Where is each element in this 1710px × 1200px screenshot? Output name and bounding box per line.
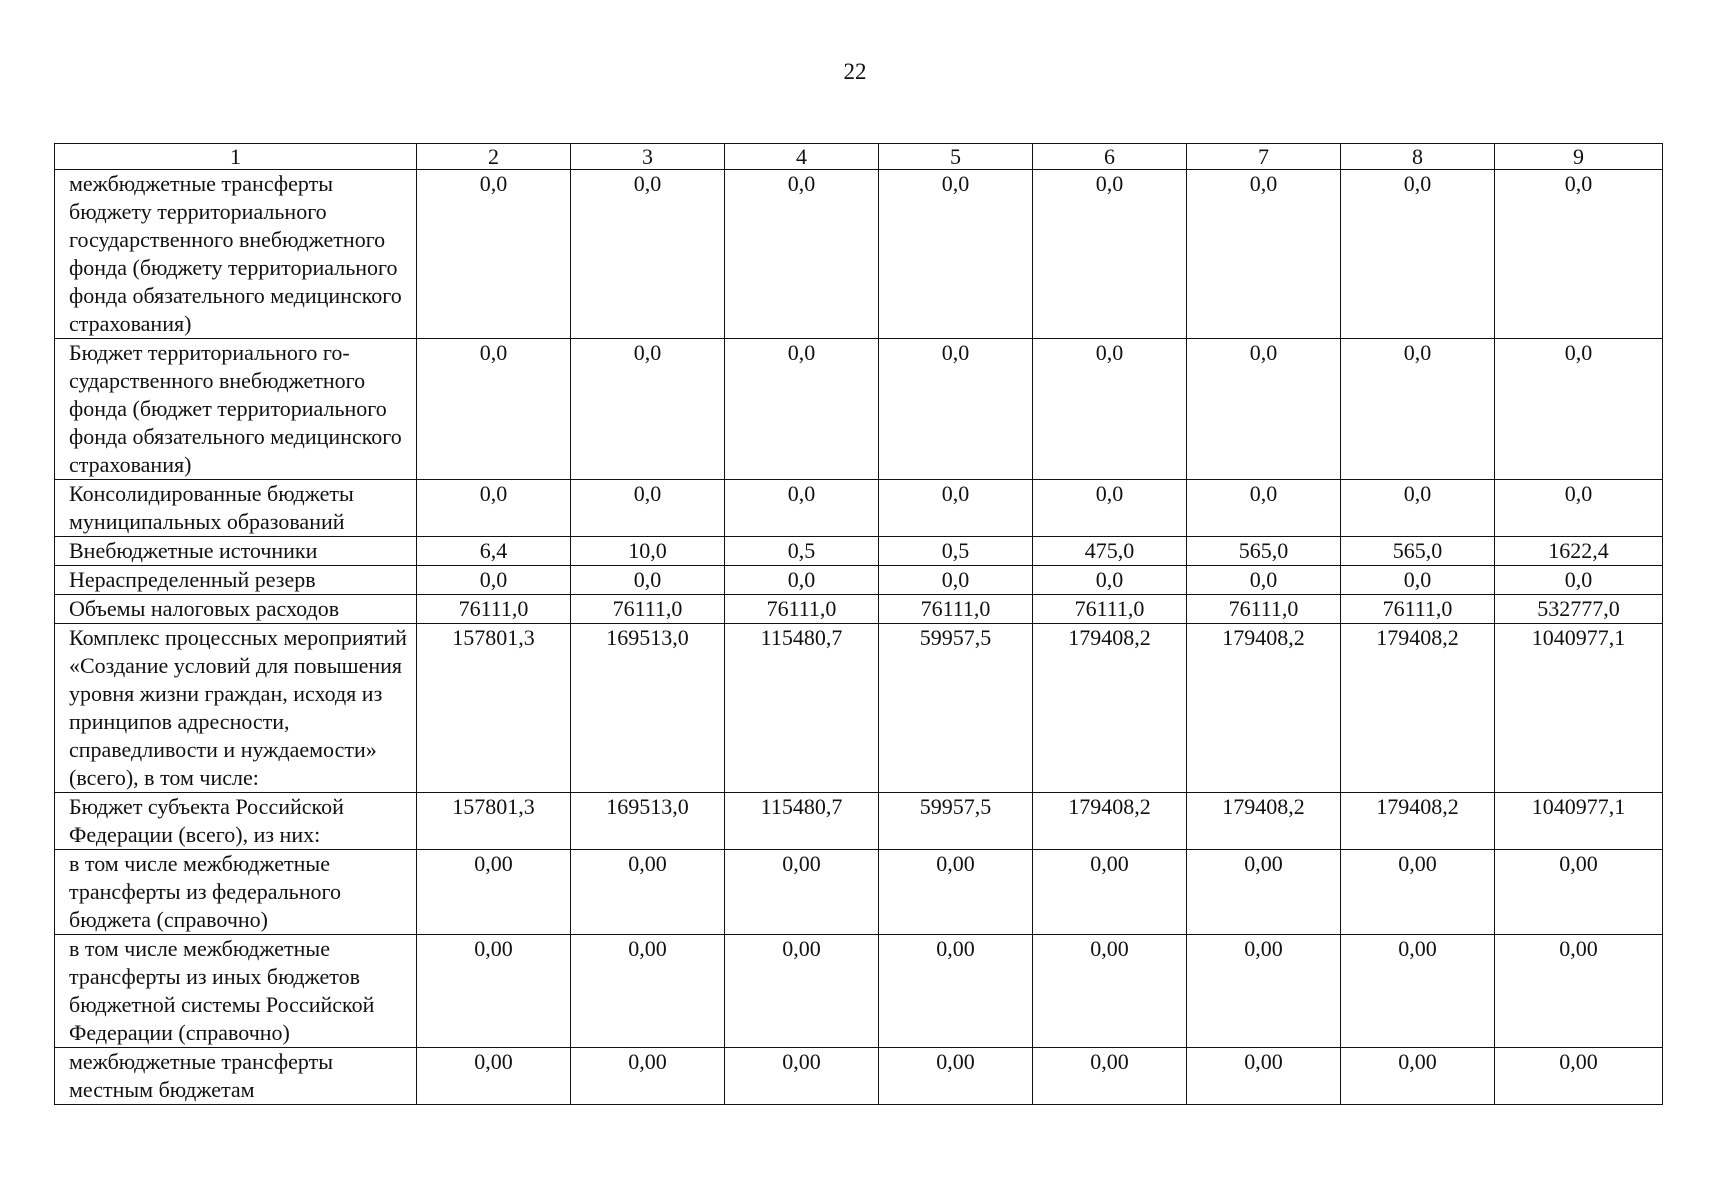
value-cell: 0,0 [1495,170,1663,339]
value-cell: 0,00 [1187,1048,1341,1105]
value-cell: 0,0 [1341,170,1495,339]
table-row [55,935,1663,1048]
value-cell: 179408,2 [1187,624,1341,793]
row-label: Бюджет субъекта Российской Федерации (всего), из них: [55,793,417,850]
value-cell: 76111,0 [1341,595,1495,624]
value-cell: 0,0 [1033,170,1187,339]
row-label: в том числе межбюджетные трансферты из федерального бюджета (справочно) [55,850,417,935]
value-cell: 0,0 [1033,339,1187,480]
value-cell: 0,0 [1341,339,1495,480]
value-cell: 0,0 [1495,566,1663,595]
value-cell: 179408,2 [1033,793,1187,850]
table-row [55,170,1663,339]
column-header: 8 [1341,144,1495,170]
value-cell: 0,00 [571,935,725,1048]
table-row [55,480,1663,537]
value-cell: 0,0 [1495,480,1663,537]
table-row [55,595,1663,624]
value-cell: 0,0 [725,170,879,339]
table-row [55,624,1663,793]
value-cell: 59957,5 [879,793,1033,850]
value-cell: 0,0 [879,339,1033,480]
value-cell: 0,00 [417,850,571,935]
value-cell: 10,0 [571,537,725,566]
value-cell: 0,00 [879,1048,1033,1105]
row-label: Консолидированные бюджеты муниципальных образований [55,480,417,537]
value-cell: 0,00 [571,1048,725,1105]
value-cell: 0,00 [417,1048,571,1105]
value-cell: 179408,2 [1341,793,1495,850]
value-cell: 0,0 [1033,566,1187,595]
value-cell: 0,0 [1341,480,1495,537]
column-header: 2 [417,144,571,170]
value-cell: 0,00 [1495,850,1663,935]
value-cell: 0,00 [725,1048,879,1105]
value-cell: 76111,0 [879,595,1033,624]
value-cell: 0,0 [725,566,879,595]
value-cell: 0,00 [879,935,1033,1048]
value-cell: 0,0 [879,480,1033,537]
value-cell: 0,00 [417,935,571,1048]
value-cell: 0,00 [1495,935,1663,1048]
value-cell: 0,0 [417,339,571,480]
column-header: 6 [1033,144,1187,170]
value-cell: 0,0 [1033,480,1187,537]
value-cell: 0,0 [1187,566,1341,595]
value-cell: 76111,0 [725,595,879,624]
value-cell: 0,00 [1187,935,1341,1048]
value-cell: 76111,0 [417,595,571,624]
table-row [55,793,1663,850]
value-cell: 0,0 [571,339,725,480]
column-header: 9 [1495,144,1663,170]
value-cell: 0,00 [879,850,1033,935]
table-row [55,537,1663,566]
value-cell: 0,00 [1341,850,1495,935]
value-cell: 0,00 [1033,1048,1187,1105]
value-cell: 0,00 [725,935,879,1048]
column-header: 5 [879,144,1033,170]
value-cell: 0,0 [417,170,571,339]
row-label: Объемы налоговых расходов [55,595,417,624]
value-cell: 115480,7 [725,793,879,850]
value-cell: 565,0 [1341,537,1495,566]
value-cell: 0,0 [1187,170,1341,339]
value-cell: 565,0 [1187,537,1341,566]
value-cell: 179408,2 [1341,624,1495,793]
value-cell: 169513,0 [571,793,725,850]
value-cell: 0,0 [1187,480,1341,537]
value-cell: 0,00 [1495,1048,1663,1105]
value-cell: 475,0 [1033,537,1187,566]
value-cell: 179408,2 [1187,793,1341,850]
value-cell: 0,0 [417,480,571,537]
column-header: 4 [725,144,879,170]
table-row [55,339,1663,480]
table-row [55,850,1663,935]
value-cell: 0,5 [879,537,1033,566]
value-cell: 0,0 [571,566,725,595]
value-cell: 0,0 [879,170,1033,339]
table-row [55,566,1663,595]
value-cell: 76111,0 [571,595,725,624]
value-cell: 1622,4 [1495,537,1663,566]
value-cell: 157801,3 [417,624,571,793]
value-cell: 0,00 [725,850,879,935]
value-cell: 0,0 [725,480,879,537]
column-header: 1 [55,144,417,170]
value-cell: 1040977,1 [1495,793,1663,850]
value-cell: 0,00 [571,850,725,935]
column-header: 3 [571,144,725,170]
column-header: 7 [1187,144,1341,170]
page-number: 22 [843,59,867,84]
row-label: Бюджет территориального государственного внебюджетного фонда (бюджет территориального фонда обязательного медицинского страхования) [55,339,417,480]
row-label: Нераспределенный резерв [55,566,417,595]
value-cell: 0,0 [417,566,571,595]
value-cell: 0,0 [725,339,879,480]
value-cell: 0,00 [1341,1048,1495,1105]
table-row [55,1048,1663,1105]
table-header-row [55,144,1663,170]
value-cell: 0,0 [1187,339,1341,480]
value-cell: 0,00 [1187,850,1341,935]
value-cell: 115480,7 [725,624,879,793]
value-cell: 0,0 [879,566,1033,595]
row-label: межбюджетные трансферты бюджету территориального государственного внебюджетного фонда (бюджету территориального фонда обязательного медицинского страхования) [55,170,417,339]
value-cell: 6,4 [417,537,571,566]
value-cell: 0,0 [1341,566,1495,595]
value-cell: 179408,2 [1033,624,1187,793]
row-label: в том числе межбюджетные трансферты из иных бюджетов бюджетной системы Российской Федерации (справочно) [55,935,417,1048]
value-cell: 0,00 [1033,935,1187,1048]
row-label: Внебюджетные источники [55,537,417,566]
value-cell: 76111,0 [1033,595,1187,624]
value-cell: 0,00 [1341,935,1495,1048]
row-label: Комплекс процессных мероприятий «Создание условий для повышения уровня жизни граждан, исходя из принципов адресности, справедливости и нуждаемости» (всего), в том числе: [55,624,417,793]
value-cell: 0,0 [1495,339,1663,480]
budget-table [54,143,1663,1105]
value-cell: 0,5 [725,537,879,566]
value-cell: 0,0 [571,170,725,339]
value-cell: 59957,5 [879,624,1033,793]
value-cell: 157801,3 [417,793,571,850]
value-cell: 0,0 [571,480,725,537]
value-cell: 532777,0 [1495,595,1663,624]
row-label: межбюджетные трансферты местным бюджетам [55,1048,417,1105]
value-cell: 1040977,1 [1495,624,1663,793]
value-cell: 169513,0 [571,624,725,793]
value-cell: 76111,0 [1187,595,1341,624]
value-cell: 0,00 [1033,850,1187,935]
